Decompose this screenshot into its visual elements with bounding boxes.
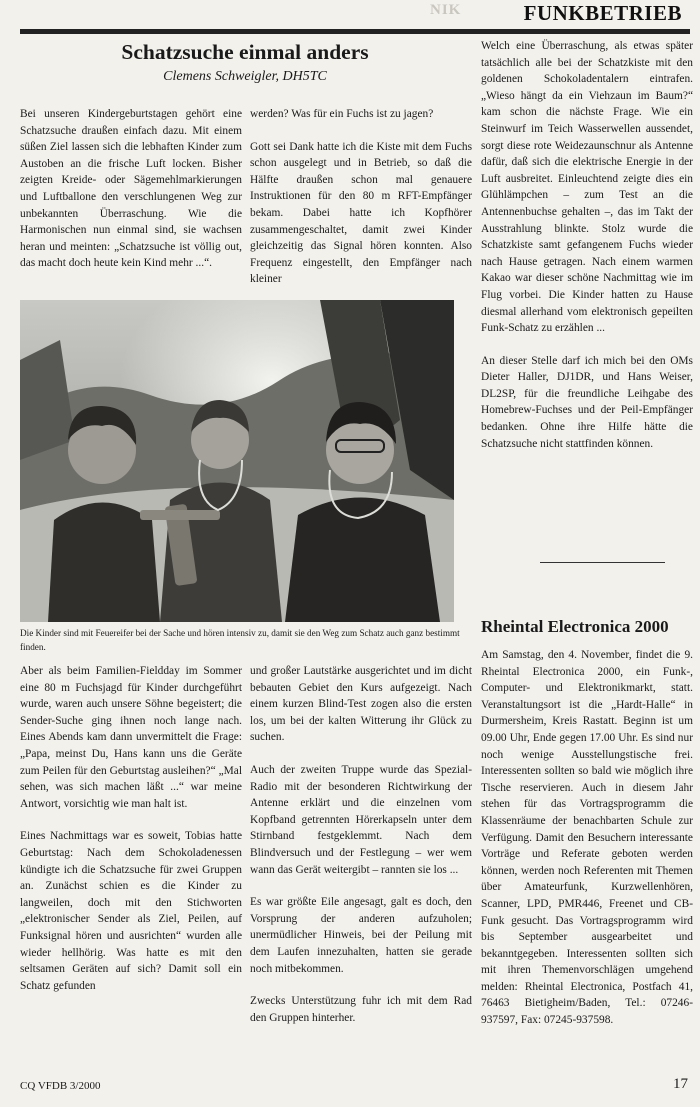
article-column-1-bottom: [20, 663, 242, 994]
photo-caption: Die Kinder sind mit Feuereifer bei der Sache und hören intensiv zu, damit sie den Weg zum Schatz auch ganz bestimmt finden.: [20, 628, 460, 652]
paragraph: Zwecks Unterstützung fuhr ich mit dem Rad den Gruppen hinterher.: [250, 995, 472, 1024]
paragraph: Eines Nachmittags war es soweit, Tobias hatte Geburtstag: Nach dem Schokoladenessen kündigte ich die Schatzsuche für zwei Gruppen an. Zunächst schien es die Kinder zu langweilen, doch mit den Stichworten „elektronischer Sender als Ziel, Peilen, auf Funksignal hören und ausrichten“ wurden alle wieder hellhörig. Was hatte es mit den seltsamen Geräten auf sich? Damit soll ein Schatz gefunden: [20, 830, 242, 992]
paragraph: An dieser Stelle darf ich mich bei den OMs Dieter Haller, DJ1DR, und Hans Weiser, DL2SP, für die freundliche Leihgabe des Homebrew-Fuchses und der Peil-Empfänger bedanken. Ohne ihre Hilfe hätte die Schatzsuche nicht stattfinden können.: [481, 354, 693, 450]
paragraph: Welch eine Überraschung, als etwas später tatsächlich alle bei der Schatzkiste mit den goldenen Schokoladentalern eintrafen. „Wieso hängt da ein Viehzaun im Baum?“ kam schon die nächste Frage. Wie ein Steinwurf im Teich Wasserwellen aussendet, sorgt diese rote Weidezaunschnur als Antenne dafür, daß sich die elektrische Energie in der Luft ausbreitet. Einleuchtend zeigte dies ein Glühlämpchen – zum Test an die Antennenbuchse gehalten –, das im Takt der Ausstrahlung blinkte. Stolz wurde die Schatzkiste samt gefangenem Fuchs wieder nach Hause getragen. Nach einem warmen Kakao war dieser schöne Nachmittag wie im Flug vorbei. Die Kinder hatten zu Hause diesmal allerhand vom elektronisch gepeilten Funk-Schatz zu erzählen ...: [481, 40, 693, 335]
article-column-2-top: [250, 106, 472, 288]
journal-issue: CQ VFDB 3/2000: [20, 1080, 101, 1092]
paragraph: Bei unseren Kindergeburtstagen gehört eine Schatzsuche draußen einfach dazu. Mit einem süßen Ziel lassen sich die lebhaften Kinder zum Austoben an die frische Luft locken. Bisher zeigten Kreide- oder Sägemehlmarkierungen und Luftballone den verschlungenen Weg zur unbekannten Überraschung. Wie die Harmonischen nun einmal sind, sie wachsen heran und meinten: „Schatzsuche ist völlig out, das macht doch heute kein Kind mehr ...“.: [20, 108, 242, 270]
children-photo: [20, 300, 454, 622]
article-column-3: [481, 38, 693, 452]
paragraph: werden? Was für ein Fuchs ist zu jagen?: [250, 108, 434, 120]
photo-illustration: [20, 300, 454, 622]
article-column-2-bottom: [250, 663, 472, 1026]
section-title: FUNKBETRIEB: [523, 1, 682, 25]
article-author: Clemens Schweigler, DH5TC: [163, 69, 327, 84]
paragraph: Es war größte Eile angesagt, galt es doch, den Vorsprung der anderen aufzuholen; unermüdlicher Hinweis, bei der Peilung mit dem Laufen innezuhalten, hatten sie gerade noch mitbekommen.: [250, 896, 472, 975]
article-title: Schatzsuche einmal anders: [121, 40, 369, 64]
article-column-1-top: [20, 106, 242, 272]
paragraph: Gott sei Dank hatte ich die Kiste mit dem Fuchs schon ausgelegt und in Betrieb, so daß die Hälfte draußen schon mal genauere Instruktionen für den 80 m RFT-Empfänger bekam. Dabei hatte ich Kopfhörer zusammengeschaltet, damit zwei Kinder gleichzeitig das Signal hören konnten. Also Frequenz eingestellt, den Empfänger nach kleiner: [250, 140, 472, 286]
header-rule: [20, 29, 690, 34]
rheintal-title: Rheintal Electronica 2000: [481, 617, 669, 636]
paragraph: Am Samstag, den 4. November, findet die 9. Rheintal Electronica 2000, ein Funk-, Computer- und Elektronikmarkt, statt. Veranstaltungsort ist die „Hardt-Halle“ in Durmersheim, Kreis Rastatt. Beginn ist um 09.00 Uhr, Ende gegen 17.00 Uhr. Es sind nur noch wenige Ausstellungstische frei. Interessenten sollten so bald wie möglich ihre Tische reservieren. Auch in diesem Jahr stehen für das Vortragsprogramm die Klassenräume der benachbarten Schule zur Verfügung. Damit den Besuchern interessante Vorträge und Referate geboten werden können, werden noch Referenten mit Themen über Amateurfunk, Kurzwellenhören, Scanner, LPD, PMR446, Freenet und CB-Funk gesucht. Das Vortragsprogramm wird bis September ausgearbeitet und bekanntgegeben. Interessenten sollten sich mit ihren Themenvorschlägen umgehend melden: Rheintal Electronica, Postfach 41, 76463 Bietigheim/Baden, Tel.: 07246-937597, Fax: 07245-937598.: [481, 649, 693, 1027]
faded-header-text: NIK: [430, 2, 462, 18]
paragraph: Aber als beim Familien-Fieldday im Sommer eine 80 m Fuchsjagd für Kinder durchgeführt wurde, waren auch unsere Söhne begeistert; die Sender-Suche ging ihnen noch lange nach. Eines Abends kam dann unvermittelt die Frage: „Papa, meinst Du, Hans kann uns die Geräte zum Peilen für den Geburtstag ausleihen?“ „Mal sehen, was sich machen läßt ...“ war meine Antwort, vorsichtig wie man halt ist.: [20, 665, 242, 810]
paragraph: und großer Lautstärke ausgerichtet und im dicht bebauten Gebiet den Kurs aufgezeigt. Nach einem kurzen Blind-Test zogen also die ersten los, um bei der kalten Witterung ihr Glück zu suchen.: [250, 665, 472, 744]
section-divider: [540, 562, 665, 563]
paragraph: Auch der zweiten Truppe wurde das Spezial-Radio mit der besonderen Richtwirkung der Antenne erklärt und die einzelnen vom Kopfband getrennten Hörerkapseln unter dem Stirnband festgeklemmt. Nach dem Blindversuch und der Festlegung – wer wem wann das Gerät weitergibt – rannten sie los ...: [250, 763, 472, 876]
page-number: 17: [673, 1076, 688, 1092]
rheintal-body: [481, 647, 693, 1029]
